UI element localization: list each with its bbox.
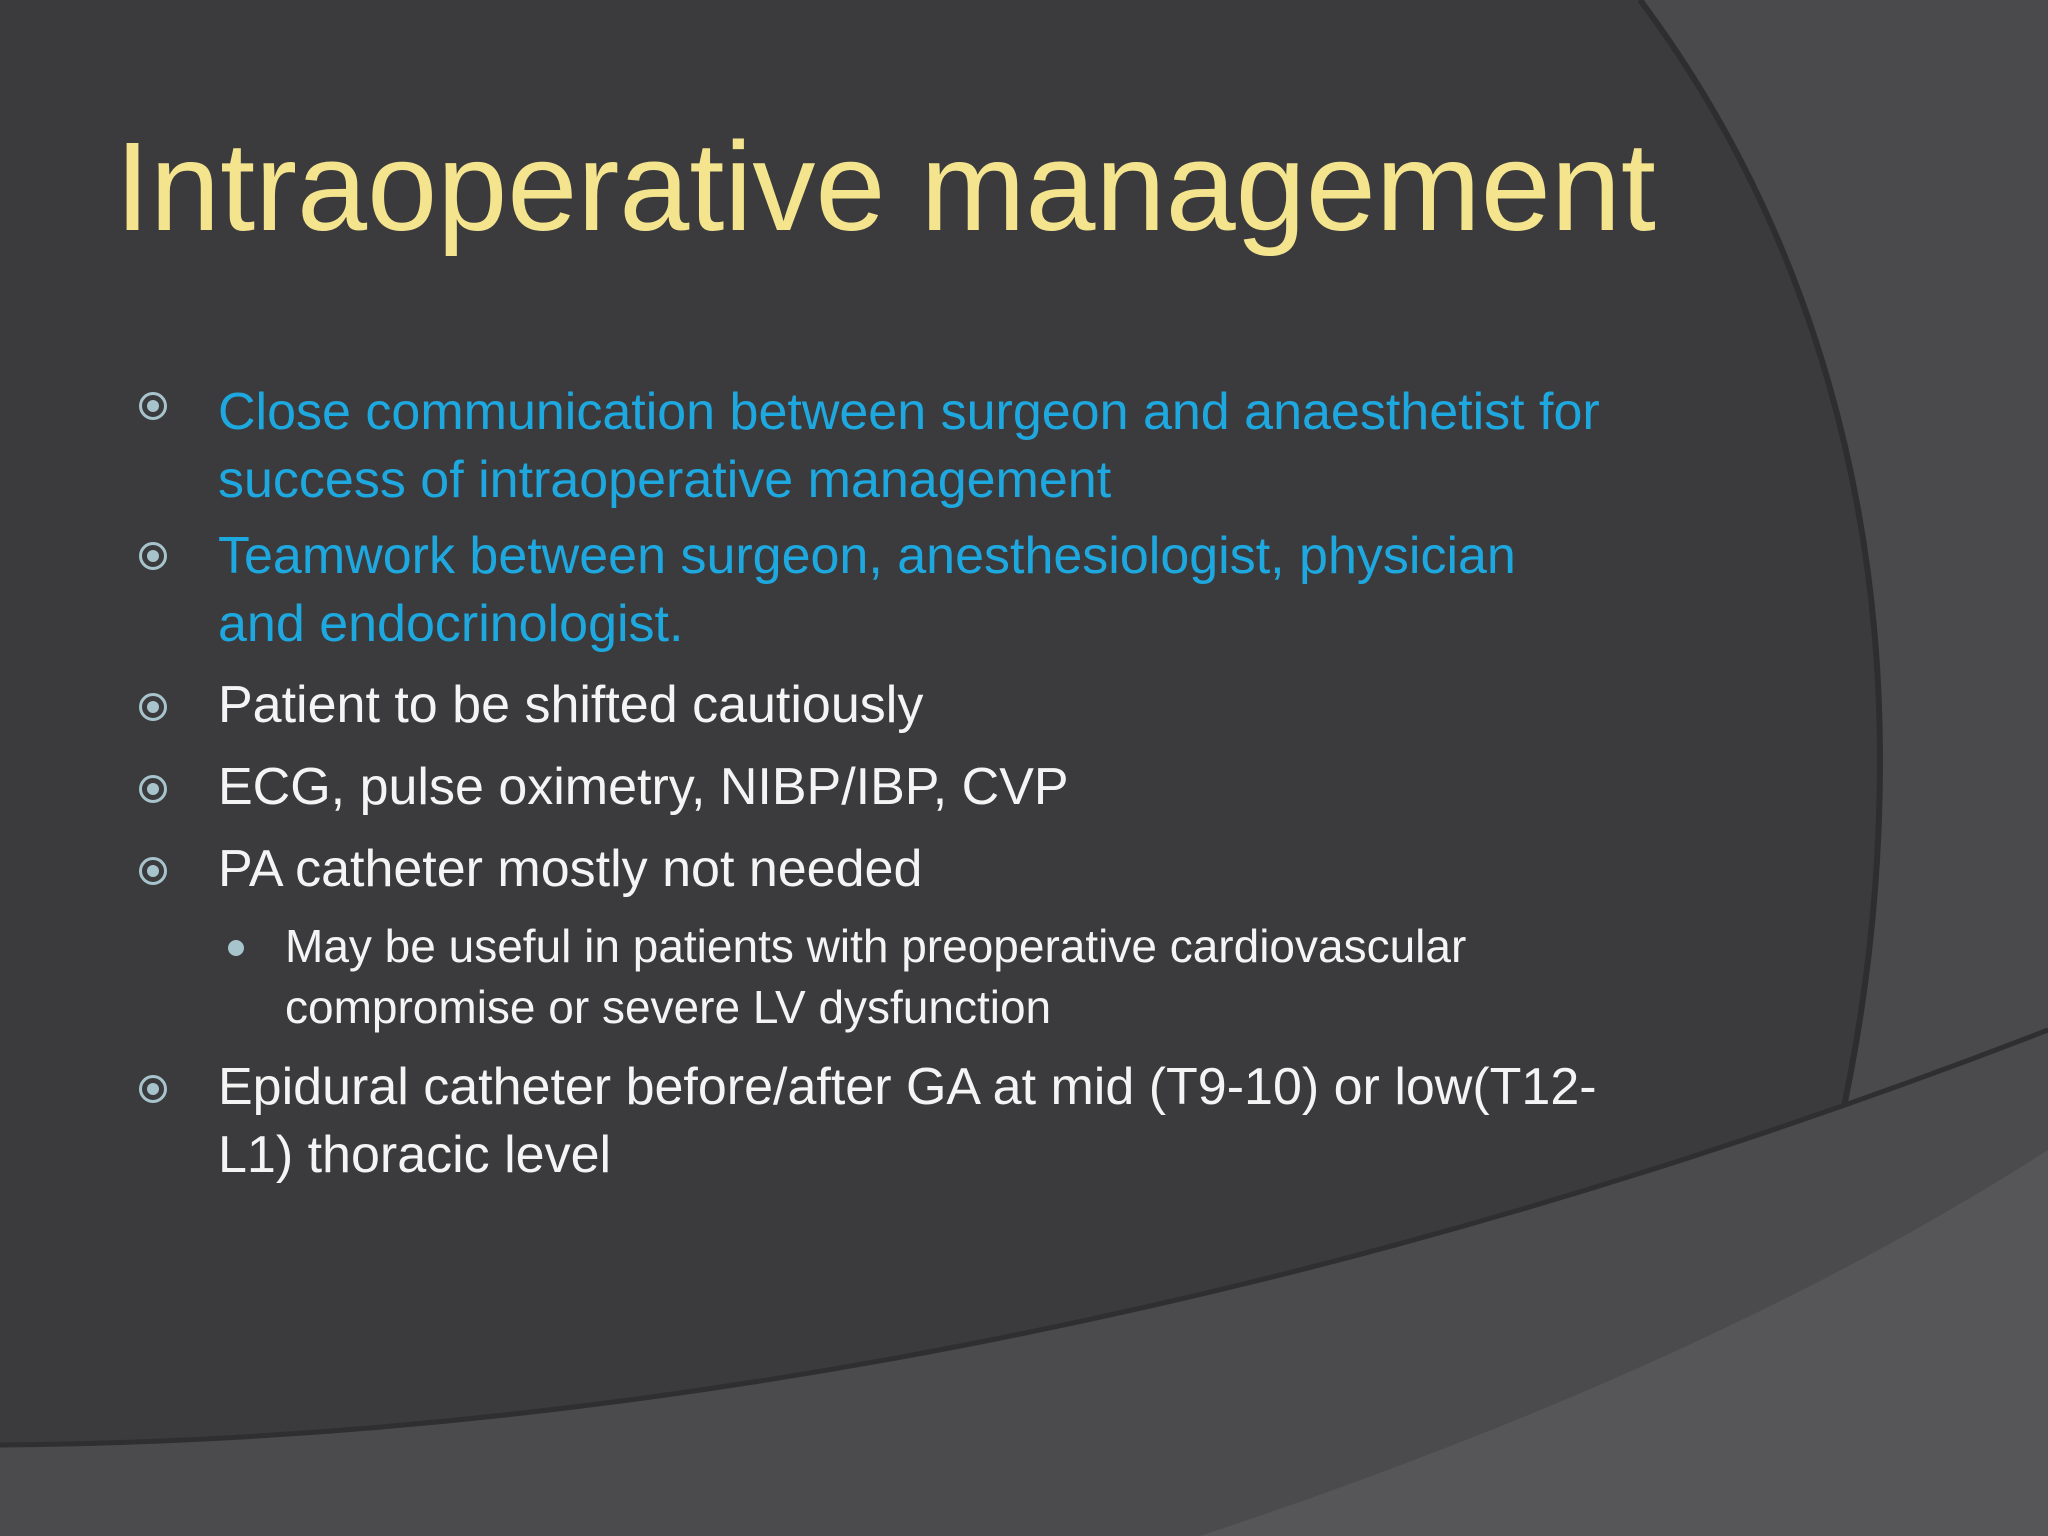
bullet-marker-icon xyxy=(139,1075,167,1103)
bullet-marker-icon xyxy=(139,775,167,803)
bullet-marker-icon xyxy=(139,392,167,420)
sub-bullet-marker-icon xyxy=(228,940,244,956)
bullet-marker-icon xyxy=(139,542,167,570)
bullet-line: Patient to be shifted cautiously xyxy=(218,676,924,734)
bullet-line: success of intraoperative management xyxy=(218,451,1112,509)
bullet-line: Close communication between surgeon and anaesthetist for xyxy=(218,383,1600,441)
bullet-text xyxy=(218,378,1778,514)
bullet-line: ECG, pulse oximetry, NIBP/IBP, CVP xyxy=(218,758,1069,816)
bullet-marker-icon xyxy=(139,693,167,721)
bullet-line: L1) thoracic level xyxy=(218,1126,612,1184)
bullet-text xyxy=(218,835,1778,903)
bullet-marker-icon xyxy=(139,857,167,885)
bullet-text xyxy=(218,522,1778,658)
bullet-line: Teamwork between surgeon, anesthesiologist, physician xyxy=(218,527,1516,585)
bullet-line: compromise or severe LV dysfunction xyxy=(285,981,1052,1033)
bullet-line: Epidural catheter before/after GA at mid (T9-10) or low(T12- xyxy=(218,1058,1597,1116)
bullet-line: May be useful in patients with preoperative cardiovascular xyxy=(285,920,1467,972)
bullet-line: PA catheter mostly not needed xyxy=(218,840,923,898)
sub-bullet-text xyxy=(285,916,1765,1038)
bullet-text xyxy=(218,753,1778,821)
slide-title: Intraoperative management xyxy=(115,116,1656,257)
bullet-text xyxy=(218,1053,1778,1189)
bullet-text xyxy=(218,671,1778,739)
bullet-line: and endocrinologist. xyxy=(218,595,684,653)
